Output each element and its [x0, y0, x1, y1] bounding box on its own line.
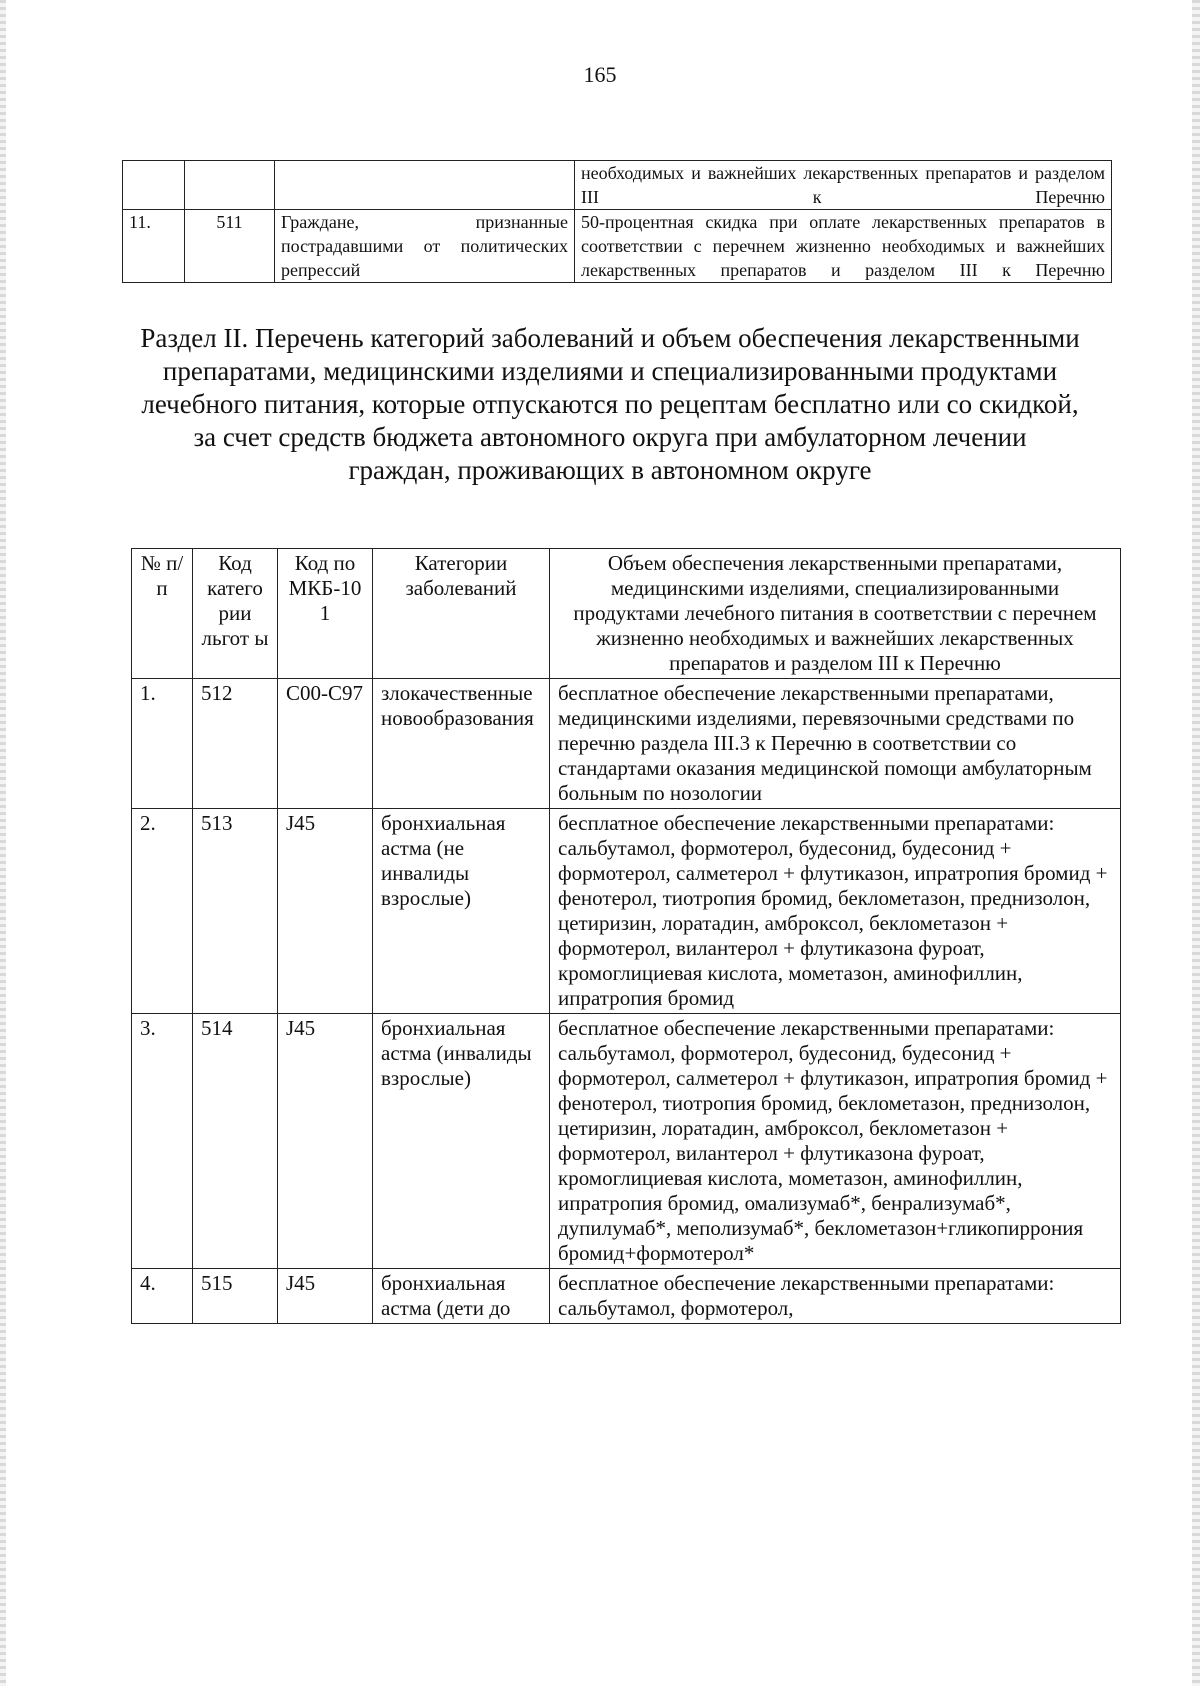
table-row [132, 679, 1121, 809]
category-code: 513 [193, 809, 278, 1014]
header-code: Код катего рии льгот ы [193, 549, 278, 679]
header-category: Категории заболеваний [373, 549, 550, 679]
section-title: Раздел II. Перечень категорий заболеваний и объем обеспечения лекарственными препаратами, медицинскими изделиями и специализированными продуктами лечебного питания, которые отпускаются по рецептам бесплатно или со скидкой, за счет средств бюджета автономного округа при амбулаторном лечении граждан, проживающих в автономном округе [140, 323, 1080, 485]
table-row [123, 161, 1112, 210]
category-code: 515 [193, 1269, 278, 1324]
continued-table [122, 160, 1112, 283]
table-row [132, 1269, 1121, 1324]
disease-categories-table [131, 548, 1121, 1324]
benefit-description: 50-процентная скидка при оплате лекарственных препаратов в соответствии с перечнем жизненно необходимых и важнейших лекарственных препаратов и разделом III к Перечню [575, 210, 1112, 283]
row-number [123, 161, 185, 210]
icd-code: C00-C97 [278, 679, 373, 809]
page-number: 165 [583, 62, 617, 87]
category-code: 511 [185, 210, 275, 283]
provision-volume: бесплатное обеспечение лекарственными препаратами: сальбутамол, формотерол, будесонид, будесонид + формотерол, салметерол + флутиказон, ипратропия бромид + фенотерол, тиотропия бромид, беклометазон, преднизолон, цетиризин, лоратадин, амброксол, беклометазон + формотерол, вилантерол + флутиказона фуроат, кромоглициевая кислота, мометазон, аминофиллин, ипратропия бромид [550, 809, 1121, 1014]
disease-category: злокачественные новообразования [373, 679, 550, 809]
icd-code: J45 [278, 809, 373, 1014]
provision-volume: бесплатное обеспечение лекарственными препаратами, медицинскими изделиями, перевязочными средствами по перечню раздела III.3 к Перечню в соответствии со стандартами оказания медицинской помощи амбулаторным больным по нозологии [550, 679, 1121, 809]
category-code: 512 [193, 679, 278, 809]
row-number: 2. [132, 809, 193, 1014]
scan-edge-right [1192, 0, 1200, 1686]
disease-category: бронхиальная астма (инвалиды взрослые) [373, 1014, 550, 1269]
header-num: № п/п [132, 549, 193, 679]
scan-edge-left [0, 0, 6, 1686]
category-code [185, 161, 275, 210]
table-header-row [132, 549, 1121, 679]
row-number: 11. [123, 210, 185, 283]
benefit-description: необходимых и важнейших лекарственных препаратов и разделом III к Перечню [575, 161, 1112, 210]
row-number: 1. [132, 679, 193, 809]
disease-category: бронхиальная астма (не инвалиды взрослые) [373, 809, 550, 1014]
icd-code: J45 [278, 1269, 373, 1324]
category-name [275, 161, 575, 210]
table-row [132, 809, 1121, 1014]
provision-volume: бесплатное обеспечение лекарственными препаратами: сальбутамол, формотерол, [550, 1269, 1121, 1324]
row-number: 4. [132, 1269, 193, 1324]
header-icd: Код по МКБ-10 1 [278, 549, 373, 679]
category-code: 514 [193, 1014, 278, 1269]
icd-code: J45 [278, 1014, 373, 1269]
row-number: 3. [132, 1014, 193, 1269]
table-row [132, 1014, 1121, 1269]
table-row [123, 210, 1112, 283]
header-volume: Объем обеспечения лекарственными препаратами, медицинскими изделиями, специализированными продуктами лечебного питания в соответствии с перечнем жизненно необходимых и важнейших лекарственных препаратов и разделом III к Перечню [550, 549, 1121, 679]
provision-volume: бесплатное обеспечение лекарственными препаратами: сальбутамол, формотерол, будесонид, будесонид + формотерол, салметерол + флутиказон, ипратропия бромид + фенотерол, тиотропия бромид, беклометазон, преднизолон, цетиризин, лоратадин, амброксол, беклометазон + формотерол, вилантерол + флутиказона фуроат, кромоглициевая кислота, мометазон, аминофиллин, ипратропия бромид, омализумаб*, бенрализумаб*, дупилумаб*, меполизумаб*, беклометазон+гликопиррония бромид+формотерол* [550, 1014, 1121, 1269]
disease-category: бронхиальная астма (дети до [373, 1269, 550, 1324]
category-name: Граждане, признанные пострадавшими от политических репрессий [275, 210, 575, 283]
